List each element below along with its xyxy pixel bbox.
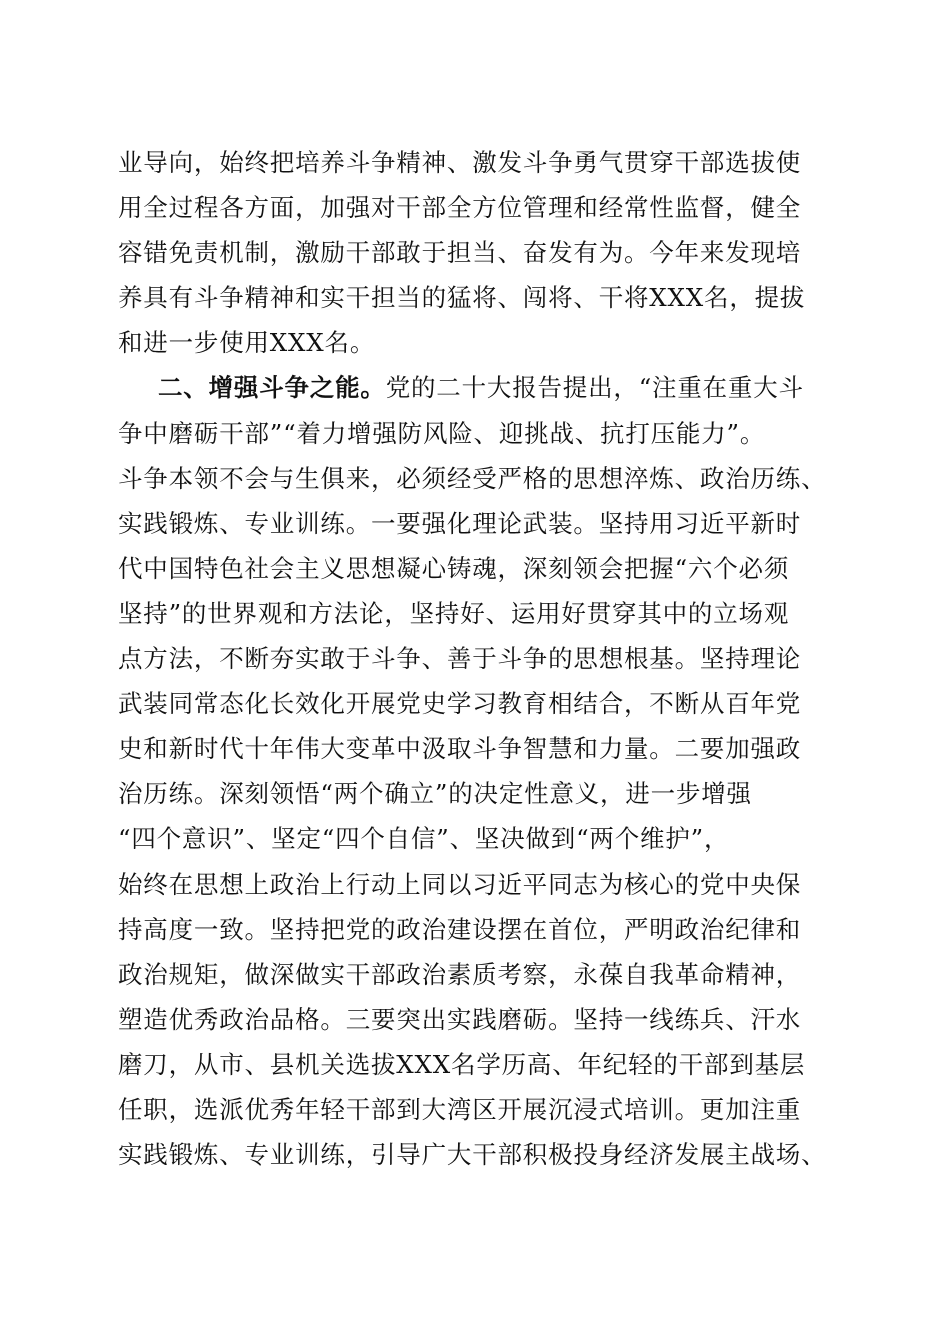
text-line: 和进一步使用XXX名。 xyxy=(118,328,376,358)
text-line: 政治规矩，做深做实干部政治素质考察，永葆自我革命精神， xyxy=(118,959,802,989)
text-line: 任职，选派优秀年轻干部到大湾区开展沉浸式培训。更加注重 xyxy=(118,1094,802,1124)
text-line: 容错免责机制，激励干部敢于担当、奋发有为。今年来发现培 xyxy=(118,238,802,268)
text-line: 实践锻炼、专业训练，引导广大干部积极投身经济发展主战场、 xyxy=(118,1140,827,1170)
text-line: 代中国特色社会主义思想凝心铸魂，深刻领会把握“六个必须 xyxy=(118,553,790,583)
text-line: 持高度一致。坚持把党的政治建设摆在首位，严明政治纪律和 xyxy=(118,914,802,944)
text-line: 始终在思想上政治上行动上同以习近平同志为核心的党中央保 xyxy=(118,869,802,899)
text-line: 用全过程各方面，加强对干部全方位管理和经常性监督，健全 xyxy=(118,193,802,223)
section-heading: 二、增强斗争之能。 xyxy=(158,373,386,403)
section-heading-continuation: 党的二十大报告提出，“注重在重大斗 xyxy=(385,373,804,403)
body-text xyxy=(118,140,838,1177)
text-line: 斗争本领不会与生俱来，必须经受严格的思想淬炼、政治历练、 xyxy=(118,463,827,493)
text-line: 实践锻炼、专业训练。一要强化理论武装。坚持用习近平新时 xyxy=(118,508,802,538)
text-line: 磨刀，从市、县机关选拔XXX名学历高、年纪轻的干部到基层 xyxy=(118,1049,806,1079)
text-line: 业导向，始终把培养斗争精神、激发斗争勇气贯穿干部选拔使 xyxy=(118,148,802,177)
text-line: “四个意识”、坚定“四个自信”、坚决做到“两个维护”， xyxy=(118,824,730,854)
text-line: 坚持”的世界观和方法论，坚持好、运用好贯穿其中的立场观 xyxy=(118,598,790,628)
text-line: 塑造优秀政治品格。三要突出实践磨砺。坚持一线练兵、汗水 xyxy=(118,1004,802,1034)
text-line: 治历练。深刻领悟“两个确立”的决定性意义，进一步增强 xyxy=(118,779,752,809)
text-line: 争中磨砺干部”“着力增强防风险、迎挑战、抗打压能力”。 xyxy=(118,418,766,448)
text-line: 点方法，不断夯实敢于斗争、善于斗争的思想根基。坚持理论 xyxy=(118,644,802,674)
text-line: 史和新时代十年伟大变革中汲取斗争智慧和力量。二要加强政 xyxy=(118,734,802,764)
text-line: 养具有斗争精神和实干担当的猛将、闯将、干将XXX名，提拔 xyxy=(118,283,806,313)
text-line: 武装同常态化长效化开展党史学习教育相结合，不断从百年党 xyxy=(118,689,802,719)
section-heading-line xyxy=(118,365,838,410)
